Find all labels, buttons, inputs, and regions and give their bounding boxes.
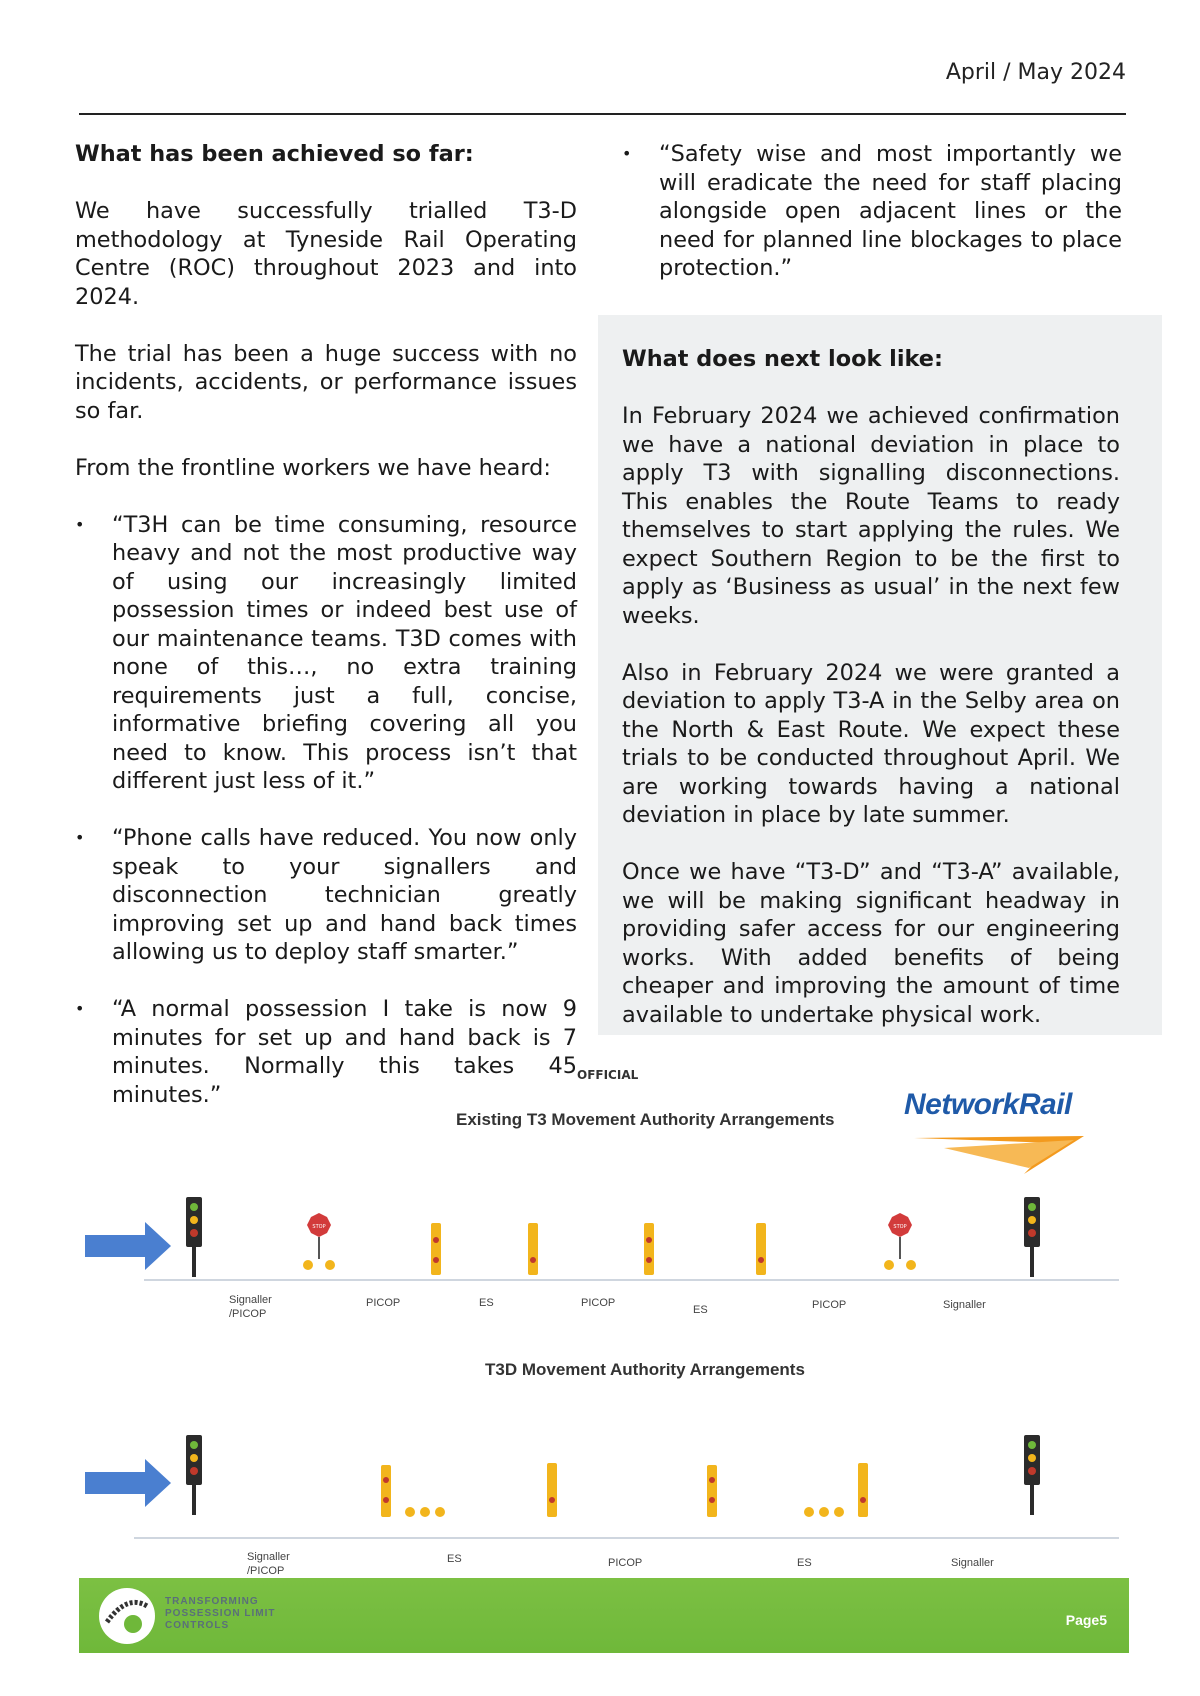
- row2-label: Signaller /PICOP: [247, 1551, 290, 1577]
- row2-label: PICOP: [608, 1557, 643, 1569]
- es-marker-icon: [804, 1463, 868, 1517]
- next-paragraph-1: In February 2024 we achieved confirmation we have a national deviation in place to apply T3 with signalling disconnections. This enables the Route Teams to ready themselves to start applying the rules. We expect Southern Region to be the first to apply as ‘Business as usual’ in the next few weeks.: [622, 403, 1120, 629]
- next-paragraph-3: Once we have “T3-D” and “T3-A” available, we will be making significant headway in providing safer access for our engineering works. With added benefits of being cheaper and improving the amount of time available to undertake physical work.: [622, 859, 1120, 1028]
- stop-board-label: STOP: [312, 1224, 326, 1230]
- es-marker-icon: [756, 1223, 766, 1275]
- network-rail-wordmark: NetworkRail: [904, 1088, 1072, 1121]
- worker-quotes: [75, 511, 577, 1110]
- movement-authority-diagram: [79, 1060, 1129, 1660]
- programme-name: [165, 1596, 275, 1632]
- achieved-paragraph-1: We have successfully trialled T3-D methodology at Tyneside Rail Operating Centre (ROC) throughout 2023 and into 2024.: [75, 198, 577, 310]
- quote-item: • “Phone calls have reduced. You now only speak to your signallers and disconnection technician greatly improving set up and hand back times allowing us to deploy staff smarter.”: [75, 824, 577, 967]
- left-column: [75, 140, 577, 1138]
- es-marker-icon: [644, 1223, 654, 1275]
- stop-board-label: STOP: [893, 1224, 907, 1230]
- row2-label: ES: [797, 1557, 812, 1569]
- next-heading: What does next look like:: [622, 346, 943, 372]
- header-divider: [79, 113, 1126, 115]
- programme-badge-icon: [99, 1588, 155, 1644]
- signal-light-icon: [1024, 1435, 1040, 1515]
- row1-label: ES: [479, 1297, 494, 1309]
- row1-label: PICOP: [366, 1297, 401, 1309]
- next-paragraph-2: Also in February 2024 we were granted a deviation to apply T3-A in the Selby area on the North & East Route. We expect these trials to be conducted throughout April. We are working towards having a national deviation in place by late summer.: [622, 659, 1120, 828]
- stop-board-icon: [884, 1213, 916, 1270]
- es-marker-icon: [381, 1465, 445, 1517]
- achieved-heading: What has been achieved so far:: [75, 141, 474, 167]
- quote-item: • “A normal possession I take is now 9 minutes for set up and hand back is 7 minutes. Normally this takes 45 minutes.”: [75, 995, 577, 1109]
- achieved-paragraph-2: The trial has been a huge success with no incidents, accidents, or performance issues so far.: [75, 340, 577, 424]
- arrow-icon: [85, 1459, 171, 1507]
- programme-name-line: TRANSFORMING: [165, 1596, 259, 1607]
- official-marking: OFFICIAL: [577, 1068, 639, 1082]
- row1-label: PICOP: [812, 1299, 847, 1311]
- signal-light-icon: [186, 1435, 202, 1515]
- page-number: Page5: [1065, 1612, 1107, 1628]
- row2-label: ES: [447, 1553, 462, 1565]
- row1-label: PICOP: [581, 1297, 616, 1309]
- quote-item: • “T3H can be time consuming, resource heavy and not the most productive way of using our increasingly limited possession times or indeed best use of our maintenance teams. T3D comes with none of this…, no extra training requirements just a full, concise, informative briefing covering all you need to know. This process isn’t that different just less of it.”: [75, 511, 577, 796]
- programme-name-line: CONTROLS: [165, 1620, 230, 1631]
- quote-item: • “Safety wise and most importantly we will eradicate the need for staff placing alongside open adjacent lines or the need for planned line blockages to place protection.”: [622, 140, 1122, 283]
- t3d-title: T3D Movement Authority Arrangements: [485, 1360, 805, 1379]
- es-marker-icon: [707, 1465, 717, 1517]
- signal-light-icon: [186, 1197, 202, 1277]
- signal-light-icon: [1024, 1197, 1040, 1277]
- es-marker-icon: [431, 1223, 441, 1275]
- issue-date: April / May 2024: [945, 60, 1126, 85]
- row1-label: Signaller /PICOP: [229, 1294, 272, 1320]
- stop-board-icon: [303, 1213, 335, 1270]
- arrow-icon: [85, 1222, 171, 1270]
- right-column-top: [622, 140, 1122, 283]
- next-steps-panel: [598, 315, 1162, 1035]
- programme-name-line: POSSESSION LIMIT: [165, 1608, 276, 1619]
- diagram-footer: [79, 1578, 1129, 1653]
- row1-label: ES: [693, 1304, 708, 1316]
- achieved-paragraph-3: From the frontline workers we have heard:: [75, 454, 551, 481]
- row2-label: Signaller: [951, 1557, 994, 1569]
- es-marker-icon: [528, 1223, 538, 1275]
- row1-label: Signaller: [943, 1299, 986, 1311]
- existing-t3-title: Existing T3 Movement Authority Arrangements: [456, 1110, 835, 1129]
- es-marker-icon: [547, 1463, 557, 1517]
